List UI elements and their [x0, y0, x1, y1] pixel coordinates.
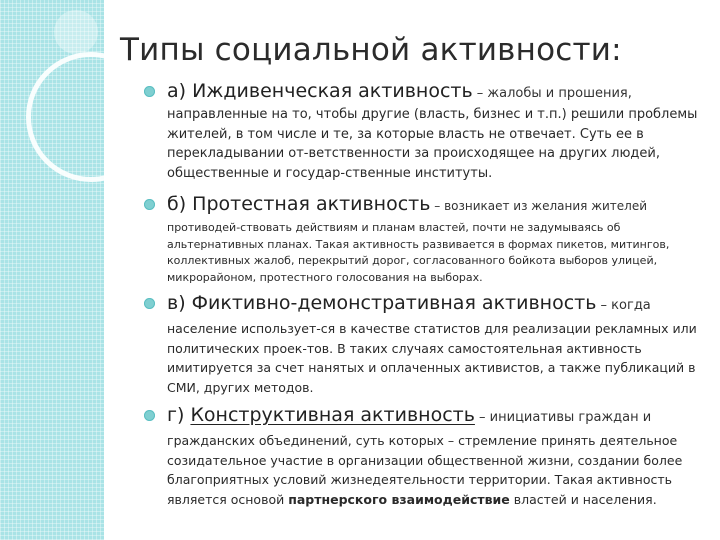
- description-line: политических проек-тов. В таких случаях самостоятельная активность: [167, 340, 642, 356]
- activity-types-list: [145, 80, 713, 509]
- description-line: имитируется за счет нанятых и оплаченных активистов, а также публикаций в: [167, 360, 696, 375]
- description-line: жителей, в том числе и те, за которые власть не отвечает. Суть ее в: [167, 126, 644, 142]
- item-heading-title: б) Протестная активность: [167, 193, 431, 215]
- bullet-icon: [144, 410, 155, 421]
- description-line: противодей-ствовать действиям и планам властей, почти не задумываясь об: [167, 221, 621, 234]
- description-text: является основой: [167, 491, 289, 507]
- list-item-dependent: [145, 80, 713, 192]
- description-line: перекладывании от-ветственности за происходящее на других людей,: [167, 146, 660, 161]
- item-description: [167, 105, 713, 183]
- item-heading: [167, 192, 713, 218]
- item-heading-rest: – возникает из желания жителей: [430, 199, 648, 213]
- description-line: направленные на то, чтобы другие (власть, бизнес и т.п.) решили проблемы: [167, 107, 698, 122]
- item-heading: [167, 292, 713, 317]
- description-line: альтернативных планах. Такая активность развивается в формах пикетов, митингов,: [167, 237, 670, 251]
- item-heading: [167, 404, 713, 429]
- description-line: созидательное участие в организации общественной жизни, создании более: [167, 452, 683, 468]
- item-description: [167, 319, 713, 397]
- description-text: властей и населения.: [509, 491, 657, 507]
- description-line: население использует-ся в качестве статистов для реализации рекламных или: [167, 321, 697, 336]
- list-item-constructive: [145, 404, 713, 509]
- item-heading-rest: – инициативы граждан и: [474, 410, 652, 425]
- item-heading-rest: – когда: [596, 298, 651, 313]
- description-line-last: [167, 490, 713, 510]
- description-line: общественные и государ-ственные институты.: [167, 165, 493, 181]
- emphasized-term: партнерского взаимодействие: [288, 491, 510, 507]
- bullet-icon: [144, 199, 155, 210]
- description-line: благоприятных условий жизнедеятельности территории. Такая активность: [167, 472, 673, 487]
- item-heading-rest: – жалобы и прошения,: [472, 86, 632, 101]
- decorative-side-panel: [0, 0, 108, 540]
- item-heading: [167, 80, 713, 105]
- description-line: СМИ, других методов.: [167, 379, 314, 395]
- item-description: [167, 431, 713, 509]
- item-heading-prefix: г): [167, 404, 191, 426]
- decorative-disc: [54, 10, 98, 54]
- item-heading-title: Конструктивная активность: [190, 404, 475, 426]
- list-item-fictitious: [145, 292, 713, 404]
- bullet-icon: [144, 86, 155, 97]
- list-item-protest: [145, 192, 713, 292]
- decorative-ring: [26, 52, 108, 182]
- slide-title: Типы социальной активности:: [120, 31, 622, 68]
- item-description: [167, 220, 713, 286]
- description-line: микрорайоном, протестного голосования на выборах.: [167, 270, 483, 284]
- item-heading-title: в) Фиктивно-демонстративная активность: [167, 292, 597, 314]
- description-line: гражданских объединений, суть которых – стремление принять деятельное: [167, 433, 678, 448]
- item-heading-title: а) Иждивенческая активность: [167, 80, 473, 102]
- description-line: коллективных жалоб, перекрытий дорог, согласованного бойкота выборов улицей,: [167, 254, 658, 267]
- bullet-icon: [144, 298, 155, 309]
